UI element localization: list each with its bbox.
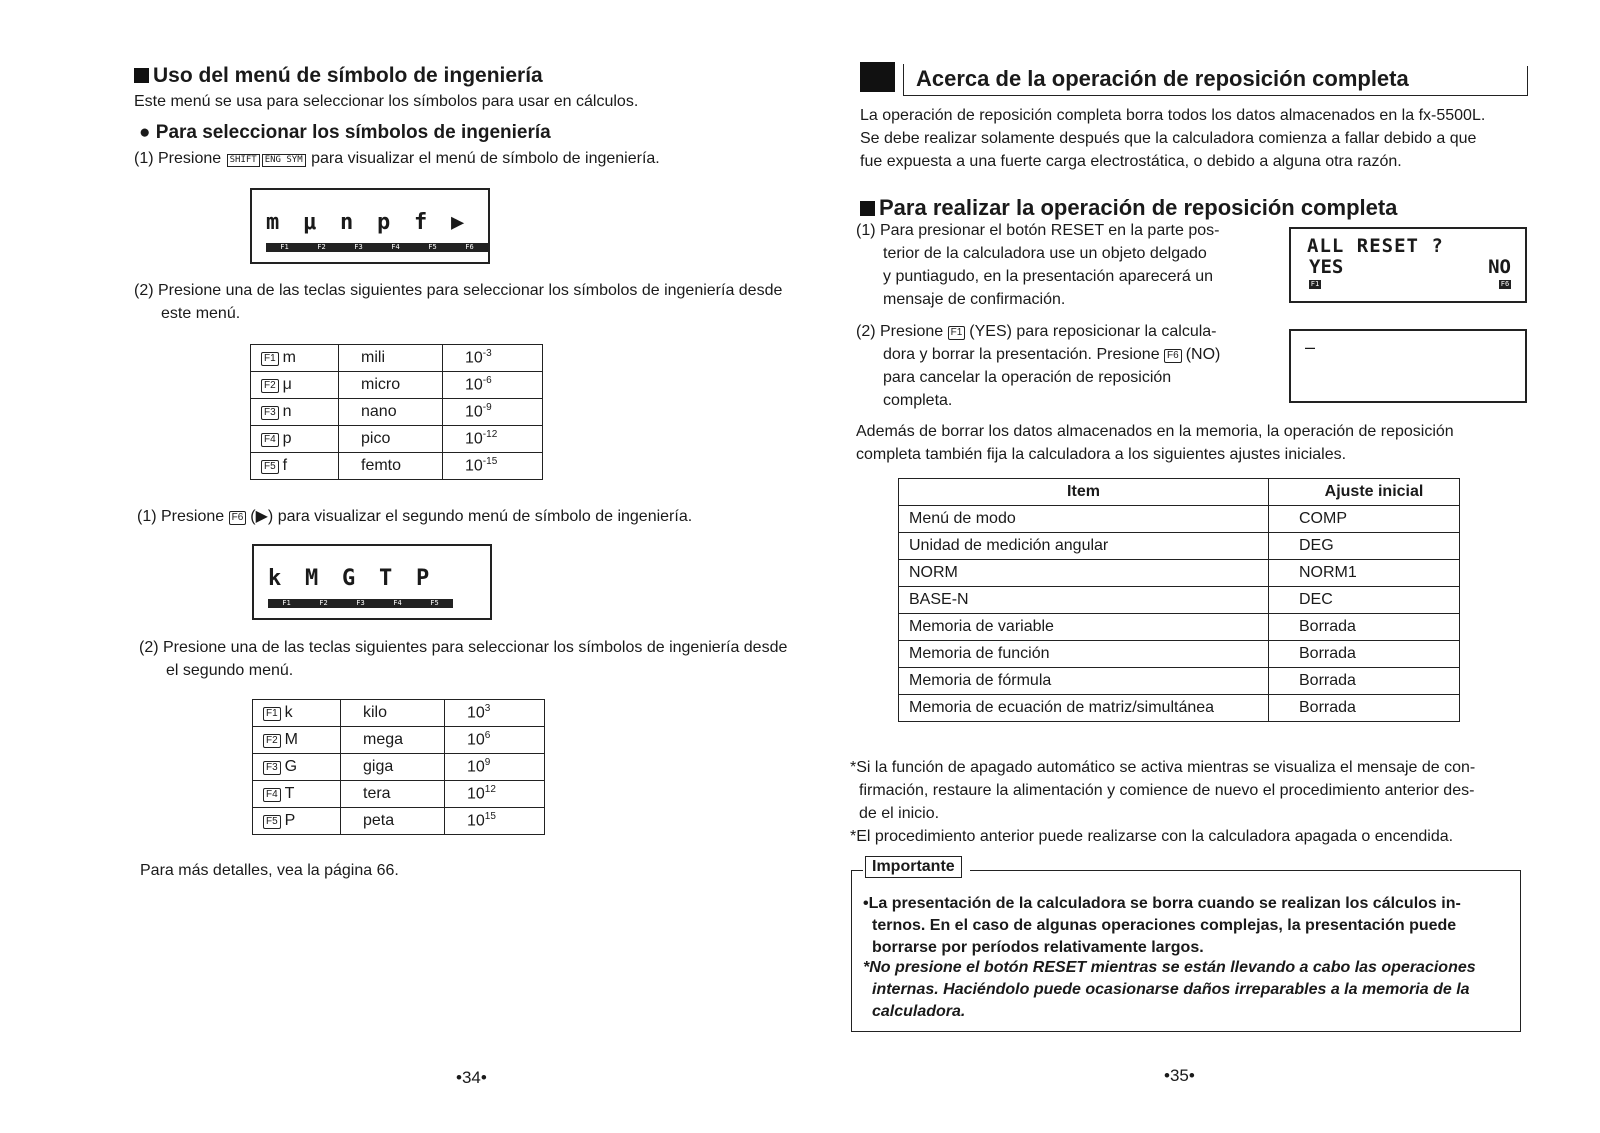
power-base: 10: [467, 785, 485, 803]
table-engineering-symbols-2: [252, 699, 545, 835]
prefix-name-cell: mega: [341, 727, 445, 754]
key-cell: [253, 727, 341, 754]
right-step1: [856, 219, 1219, 311]
bullet-square-icon: [134, 68, 149, 83]
prefix-name-cell: tera: [341, 781, 445, 808]
important-label: Importante: [865, 856, 962, 878]
right-note2: *El procedimiento anterior puede realizarse con la calculadora apagada o encendida.: [850, 828, 1454, 845]
power-exponent: 6: [484, 730, 491, 742]
left-more-details: Para más detalles, vea la página 66.: [140, 862, 399, 879]
prefix-name-cell: mili: [339, 345, 443, 372]
menu1-symbol: f: [414, 210, 428, 235]
power-base: 10: [467, 704, 485, 722]
menu1-fkey-label: F1: [266, 243, 303, 252]
symbol-text: f: [282, 457, 288, 474]
menu2-symbol: T: [379, 566, 393, 591]
table-row: [253, 754, 545, 781]
power-cell: [443, 372, 543, 399]
menu2-fkey-label: F2: [305, 599, 342, 608]
section-title-frame-left: [903, 64, 908, 96]
item-cell: Memoria de variable: [899, 614, 1269, 641]
menu1-fkey-slot: [266, 236, 303, 254]
menu1-fkey-slot: [303, 236, 340, 254]
power-base: 10: [465, 376, 483, 394]
key-cell: [251, 399, 339, 426]
symbol-text: m: [282, 349, 296, 366]
key-cell: [253, 781, 341, 808]
power-base: 10: [465, 430, 483, 448]
menu2-symbol: G: [342, 566, 356, 591]
lcd-yes-text: YES: [1309, 256, 1344, 278]
item-cell: Memoria de función: [899, 641, 1269, 668]
menu2-fkey-slot: [268, 592, 305, 610]
power-base: 10: [465, 403, 483, 421]
menu1-symbols: [266, 210, 488, 235]
menu1-symbol: n: [340, 210, 354, 235]
menu1-fkeys: [266, 236, 488, 254]
symbol-text: G: [284, 758, 298, 775]
shift-key: SHIFT: [227, 154, 260, 167]
important-line: ternos. En el caso de algunas operaciones complejas, la presentación puede: [872, 917, 1457, 934]
table-row: [899, 506, 1460, 533]
function-key: F1: [261, 352, 279, 366]
lcd-f1-label: F1: [1310, 280, 1320, 288]
intro-line: Se debe realizar solamente después que la calculadora comienza a fallar debido a que: [860, 130, 1477, 147]
function-key: F5: [263, 815, 281, 829]
power-base: 10: [467, 731, 485, 749]
initial-value-cell: Borrada: [1269, 668, 1460, 695]
warning-text: [863, 957, 1476, 1023]
initial-value-cell: COMP: [1269, 506, 1460, 533]
intro-line: La operación de reposición completa borra todos los datos almacenados en la fx-5500L.: [860, 107, 1486, 124]
table-row: [899, 614, 1460, 641]
menu2-symbol: k: [268, 566, 282, 591]
key-cell: [251, 453, 339, 480]
menu2-symbol: M: [305, 566, 319, 591]
menu1-symbol: ▶: [451, 210, 465, 235]
prefix-name-cell: pico: [339, 426, 443, 453]
note1-line: de el inicio.: [859, 805, 940, 822]
left-step2: (2) Presione una de las teclas siguientes para seleccionar los símbolos de ingeniería desde este menú.: [134, 282, 783, 322]
table-row: [251, 453, 543, 480]
table-row: [253, 808, 545, 835]
menu1-fkey-label: F4: [377, 243, 414, 252]
power-base: 10: [465, 457, 483, 475]
left-subtitle: ● Para seleccionar los símbolos de ingeniería: [139, 122, 551, 143]
left-section-title: Uso del menú de símbolo de ingeniería: [134, 64, 543, 88]
power-cell: [445, 781, 545, 808]
table-row: [899, 695, 1460, 722]
function-key: F2: [261, 379, 279, 393]
section-marker-block: [860, 62, 895, 92]
left-step3: (1) Presione F6 (▶) para visualizar el segundo menú de símbolo de ingeniería.: [137, 508, 693, 525]
left-intro: Este menú se usa para seleccionar los símbolos para usar en cálculos.: [134, 93, 639, 110]
prefix-name-cell: femto: [339, 453, 443, 480]
power-exponent: 9: [484, 757, 491, 769]
important-box-top-right: [970, 870, 1521, 871]
item-cell: BASE-N: [899, 587, 1269, 614]
menu2-fkey-label: F5: [416, 599, 453, 608]
step1-line: terior de la calculadora use un objeto delgado: [883, 245, 1207, 262]
prefix-name-cell: nano: [339, 399, 443, 426]
function-key: F3: [263, 761, 281, 775]
right-note1: [850, 756, 1475, 825]
symbol-text: n: [282, 403, 292, 420]
initial-value-cell: DEC: [1269, 587, 1460, 614]
step1-line: y puntiagudo, en la presentación aparecerá un: [883, 268, 1214, 285]
power-exponent: 15: [484, 811, 496, 823]
item-cell: Memoria de ecuación de matriz/simultánea: [899, 695, 1269, 722]
menu2-fkey-slot: [342, 592, 379, 610]
menu2-fkey-label: F1: [268, 599, 305, 608]
key-cell: [251, 426, 339, 453]
table-row: [251, 399, 543, 426]
right-subtitle: Para realizar la operación de reposición completa: [860, 195, 1397, 221]
note1-line: firmación, restaure la alimentación y comience de nuevo el procedimiento anterior des-: [859, 782, 1475, 799]
table-row: [251, 345, 543, 372]
key-cell: [253, 754, 341, 781]
lcd-no-text: NO: [1488, 256, 1511, 278]
power-cell: [445, 808, 545, 835]
lcd-menu2: [252, 544, 492, 620]
power-exponent: -6: [482, 375, 492, 387]
left-step4: (2) Presione una de las teclas siguientes para seleccionar los símbolos de ingeniería desde el segundo menú.: [139, 639, 788, 679]
function-key: F1: [263, 707, 281, 721]
table-row: [251, 372, 543, 399]
table-row: [253, 727, 545, 754]
menu2-fkey-label: F3: [342, 599, 379, 608]
right-section-title: Acerca de la operación de reposición completa: [916, 66, 1409, 91]
menu2-symbols: [268, 566, 453, 591]
power-cell: [445, 754, 545, 781]
warning-line: *No presione el botón RESET mientras se están llevando a cabo las operaciones: [863, 959, 1476, 976]
menu1-fkey-slot: [340, 236, 377, 254]
function-key: F2: [263, 734, 281, 748]
power-exponent: 12: [484, 784, 496, 796]
table-header-row: [899, 479, 1460, 506]
menu1-fkey-label: F2: [303, 243, 340, 252]
right-step2: (2) Presione F1 (YES) para reposicionar la calcula- dora y borrar la presentación. Presione F6 (NO) para cancelar la operación de reposición completa.: [856, 323, 1221, 409]
menu1-fkey-label: F6: [451, 243, 488, 252]
table-row: [899, 533, 1460, 560]
important-box-top-left: [851, 870, 863, 871]
lcd-cursor: –: [1305, 337, 1316, 357]
warning-line: calculadora.: [872, 1003, 966, 1020]
lcd-cleared: [1289, 329, 1527, 403]
symbol-text: μ: [282, 376, 292, 393]
menu1-symbol: m: [266, 210, 280, 235]
initial-value-cell: Borrada: [1269, 641, 1460, 668]
menu1-fkey-slot: [414, 236, 451, 254]
item-cell: Menú de modo: [899, 506, 1269, 533]
intro-line: fue expuesta a una fuerte carga electrostática, o debido a alguna otra razón.: [860, 153, 1402, 170]
menu2-fkey-slot: [416, 592, 453, 610]
menu2-symbol: P: [416, 566, 430, 591]
prefix-name-cell: micro: [339, 372, 443, 399]
table-header: Item: [899, 479, 1269, 506]
power-cell: [443, 345, 543, 372]
table-row: [253, 700, 545, 727]
initial-value-cell: DEG: [1269, 533, 1460, 560]
menu1-symbol: μ: [303, 210, 317, 235]
after-line: Además de borrar los datos almacenados en la memoria, la operación de reposición: [856, 423, 1454, 440]
note1-line: *Si la función de apagado automático se activa mientras se visualiza el mensaje de con-: [850, 759, 1476, 776]
table-row: [899, 560, 1460, 587]
table-row: [899, 641, 1460, 668]
f1-key: F1: [948, 326, 966, 340]
left-step1: (1) Presione SHIFT ENG SYM para visualizar el menú de símbolo de ingeniería.: [134, 150, 660, 167]
power-exponent: -12: [482, 429, 498, 441]
function-key: F4: [261, 433, 279, 447]
bullet-dot-icon: ●: [139, 122, 156, 143]
power-exponent: -15: [482, 456, 498, 468]
menu2-fkeys: [268, 592, 453, 610]
warning-line: internas. Haciéndolo puede ocasionarse daños irreparables a la memoria de la: [872, 981, 1470, 998]
eng-sym-key: ENG SYM: [262, 154, 306, 167]
initial-value-cell: Borrada: [1269, 695, 1460, 722]
prefix-name-cell: giga: [341, 754, 445, 781]
lcd-all-reset: [1289, 227, 1527, 303]
symbol-text: p: [282, 430, 292, 447]
symbol-text: k: [284, 704, 293, 721]
step1-line: (1) Para presionar el botón RESET en la parte pos-: [856, 222, 1220, 239]
table-header: Ajuste inicial: [1269, 479, 1460, 506]
key-cell: [251, 372, 339, 399]
symbol-text: T: [284, 785, 295, 802]
power-cell: [443, 399, 543, 426]
menu2-fkey-label: F4: [379, 599, 416, 608]
important-text: [863, 893, 1461, 959]
menu1-fkey-label: F5: [414, 243, 451, 252]
important-line: borrarse por períodos relativamente largos.: [872, 939, 1204, 956]
important-line: •La presentación de la calculadora se borra cuando se realizan los cálculos in-: [863, 895, 1461, 912]
power-cell: [445, 700, 545, 727]
f6-key: F6: [1164, 349, 1182, 363]
menu2-fkey-slot: [305, 592, 342, 610]
key-cell: [253, 808, 341, 835]
right-after-text: [856, 420, 1454, 466]
f6-key: F6: [229, 511, 247, 525]
lcd-all-reset-text: ALL RESET ?: [1307, 235, 1444, 257]
initial-value-cell: Borrada: [1269, 614, 1460, 641]
function-key: F4: [263, 788, 281, 802]
menu1-fkey-slot: [377, 236, 414, 254]
power-base: 10: [465, 349, 483, 367]
lcd-menu1: [250, 188, 490, 264]
symbol-text: P: [284, 812, 296, 829]
after-line: completa también fija la calculadora a los siguientes ajustes iniciales.: [856, 446, 1347, 463]
function-key: F3: [261, 406, 279, 420]
function-key: F5: [261, 460, 279, 474]
item-cell: Unidad de medición angular: [899, 533, 1269, 560]
page-number-34: •34•: [456, 1068, 487, 1087]
menu2-fkey-slot: [379, 592, 416, 610]
item-cell: NORM: [899, 560, 1269, 587]
item-cell: Memoria de fórmula: [899, 668, 1269, 695]
initial-value-cell: NORM1: [1269, 560, 1460, 587]
lcd-f6-label: F6: [1500, 280, 1510, 288]
initial-settings-table: [898, 478, 1460, 722]
table-engineering-symbols-1: [250, 344, 543, 480]
menu1-fkey-label: F3: [340, 243, 377, 252]
table-row: [899, 668, 1460, 695]
power-exponent: -3: [482, 348, 492, 360]
power-base: 10: [467, 812, 485, 830]
power-exponent: 3: [484, 703, 491, 715]
step1-line: mensaje de confirmación.: [883, 291, 1066, 308]
bullet-square-icon: [860, 201, 875, 216]
table-row: [253, 781, 545, 808]
prefix-name-cell: kilo: [341, 700, 445, 727]
key-cell: [253, 700, 341, 727]
right-intro: [860, 104, 1485, 173]
menu1-symbol: p: [377, 210, 391, 235]
power-base: 10: [467, 758, 485, 776]
power-exponent: -9: [482, 402, 492, 414]
power-cell: [443, 426, 543, 453]
page-number-35: •35•: [1164, 1066, 1195, 1085]
key-cell: [251, 345, 339, 372]
table-row: [251, 426, 543, 453]
symbol-text: M: [284, 731, 298, 748]
menu1-fkey-slot: [451, 236, 488, 254]
prefix-name-cell: peta: [341, 808, 445, 835]
power-cell: [445, 727, 545, 754]
power-cell: [443, 453, 543, 480]
table-row: [899, 587, 1460, 614]
